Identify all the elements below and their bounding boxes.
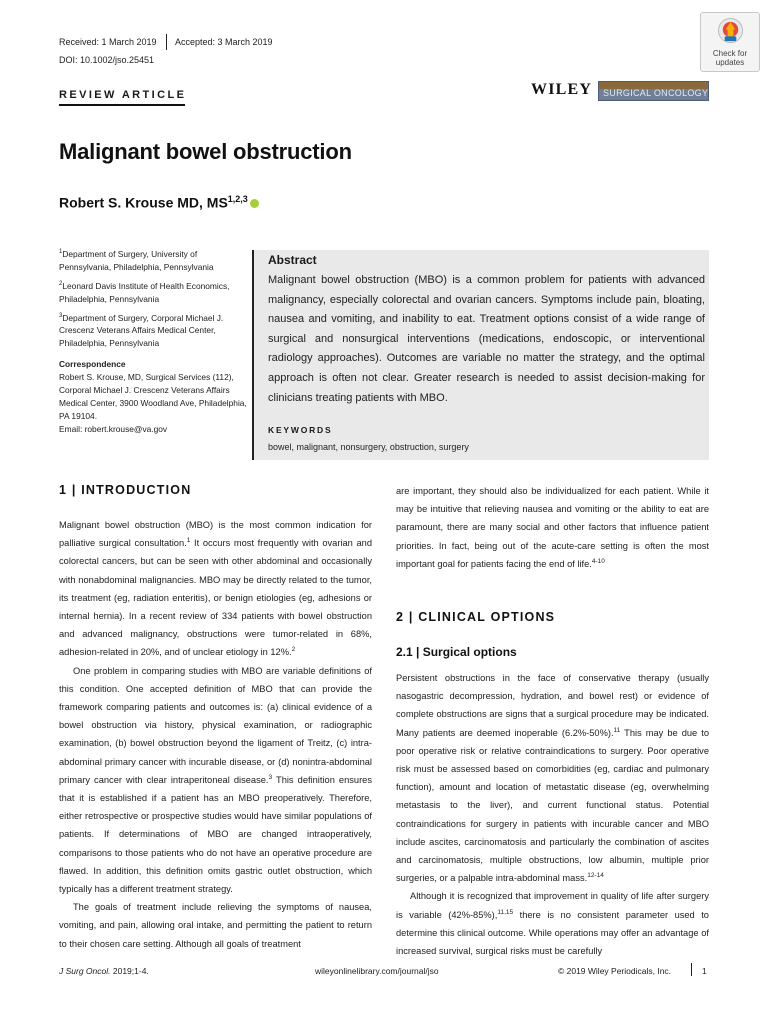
accepted-date: Accepted: 3 March 2019	[175, 37, 273, 47]
subsection-surgical-options-heading: 2.1 | Surgical options	[396, 645, 517, 659]
check-updates-icon	[717, 18, 744, 45]
text-run: Although it is recognized that improvement in quality of life after surgery is variable (42%-85%),	[396, 891, 709, 920]
section-clinical-options-heading: 2 | CLINICAL OPTIONS	[396, 610, 556, 624]
publisher-logo: WILEY	[531, 81, 593, 98]
paragraph	[59, 516, 372, 662]
received-date: Received: 1 March 2019	[59, 37, 157, 47]
citation-ref[interactable]: 12-14	[587, 872, 604, 880]
article-type: REVIEW ARTICLE	[59, 89, 187, 101]
author-affiliation-refs: 1,2,3	[227, 194, 248, 204]
footer-url[interactable]: wileyonlinelibrary.com/journal/jso	[315, 966, 439, 976]
affiliation-1: $^1$Department of Surgery, University of Pennsylvania, Philadelphia, Pennsylvania	[59, 248, 214, 272]
check-updates-line1: Check for	[712, 49, 748, 58]
text-run: The goals of treatment include relieving the symptoms of nausea, vomiting, and pain, allowing oral intake, and permitting the patient to return to their chosen care setting. Although all goals of treatment	[59, 902, 372, 949]
surgical-options-body	[396, 669, 709, 960]
correspondence-address: Robert S. Krouse, MD, Surgical Services (112), Corporal Michael J. Crescenz Veterans Affairs Medical Center, 3900 Woodland Ave, Philadelphia, PA 19104.	[59, 372, 247, 421]
paragraph	[59, 898, 372, 953]
text-run: One problem in comparing studies with MBO are variable definitions of this condition. One accepted definition of MBO that can provide the framework comparing patients and outcomes is: (a) clinical evidence of a bowel obstruction via history, physical examination, or radiographic examination, (b) bowel obstruction beyond the ligament of Treitz, (c) intra-abdominal primary cancer with incurable disease, or (d) nonintra-abdominal primary cancer with clear intraperitoneal disease.	[59, 665, 372, 785]
text-run: Malignant bowel obstruction (MBO) is the most common indication for palliative surgical consultation.	[59, 520, 372, 549]
article-type-underline	[59, 104, 185, 106]
paragraph	[396, 669, 709, 887]
citation-ref[interactable]: 2	[291, 646, 296, 654]
citation-ref[interactable]: 11	[613, 726, 621, 734]
affiliation-3: $^3$Department of Surgery, Corporal Michael J. Crescenz Veterans Affairs Medical Center, Philadelphia, Pennsylvania	[59, 312, 224, 349]
introduction-body	[59, 516, 372, 953]
correspondence-heading: Correspondence	[59, 359, 126, 369]
header-divider	[166, 34, 167, 50]
affiliations	[59, 246, 247, 350]
footer-journal: J Surg Oncol.	[59, 966, 111, 976]
keywords-list: bowel, malignant, nonsurgery, obstruction, surgery	[268, 442, 469, 452]
text-run: This may be due to poor operative risk or relative contraindications to surgery. Poor operative risk must be assessed based on comorbidities (eg, cardiac and pulmonary function), amount and location of metastatic disease (eg, overwhelming metastasis to the liver), and current functional status. Potential contraindications for surgery in patients with incurable cancer and MBO include ascites, carcinomatosis and particularly the combination of ascites and carcinomatosis, multiple obstructions, low albumin, multiple prior surgeries, or a palpable intra-abdominal mass.	[396, 727, 709, 884]
footer-divider	[691, 963, 692, 976]
citation-ref[interactable]: 11,15	[497, 908, 514, 916]
affiliation-2: $^2$Leonard Davis Institute of Health Economics, Philadelphia, Pennsylvania	[59, 280, 230, 304]
citation-ref[interactable]: 1	[186, 537, 191, 545]
check-for-updates-button[interactable]	[700, 12, 760, 72]
text-run: This definition ensures that it is established if a patient has an MBO preoperatively. Therefore, either retrospective or prospective studies would have similar populations of patients. If determinations of MBO are changed intraoperatively, comparisons to those patients who do not have an operative procedure are flawed. In addition, this definition omits gastric outlet obstruction, which typically has a different treatment strategy.	[59, 774, 373, 895]
page-number: 1	[702, 966, 707, 976]
author-line	[59, 194, 259, 211]
check-updates-line2: updates	[715, 58, 745, 67]
abstract-heading: Abstract	[268, 253, 317, 267]
doi-link[interactable]: DOI: 10.1002/jso.25451	[59, 55, 155, 65]
correspondence	[59, 358, 249, 436]
text-run: are important, they should also be individualized for each patient. While it may be intuitive that relieving nausea and vomiting or the ability to eat are paramount, there are many social and other factors that influence patient priorities. In fact, being out of the acute-care setting is often the most important goal for patients facing the end of life.	[396, 486, 709, 569]
correspondence-email[interactable]: Email: robert.krouse@va.gov	[59, 424, 168, 434]
footer-copyright: © 2019 Wiley Periodicals, Inc.	[558, 966, 672, 976]
text-run: Persistent obstructions in the face of conservative therapy (usually nasogastric decompression, hydration, and bowel rest) or evidence of complete obstructions are signs that a surgical procedure may be indicated. Many patients are deemed inoperable (6.2%-50%).	[396, 673, 709, 738]
right-column-intro	[396, 482, 709, 573]
article-title: Malignant bowel obstruction	[59, 139, 352, 164]
paragraph	[59, 662, 372, 899]
section-introduction-heading: 1 | INTRODUCTION	[59, 483, 192, 497]
text-run: It occurs most frequently with ovarian and colorectal cancers, but can be seen with other abdominal and occasionally with nonabdominal malignancies. MBO may be directly related to the tumor, its treatment (eg, radiation enteritis), or benign etiologies (eg, adhesions or internal hernia). In a recent review of 334 patients with bowel obstruction and advanced malignancy, obstructions were tumor-related in 68%, adhesion-related in 20%, and of unclear etiology in 12%.	[59, 538, 373, 658]
paragraph	[396, 887, 709, 960]
orcid-icon[interactable]	[250, 199, 259, 208]
text-run: there is no consistent parameter used to determine this clinical outcome. While operations may offer an advantage of increased survival, surgical risks must be carefully	[396, 909, 709, 957]
keywords-heading: KEYWORDS	[268, 425, 333, 435]
footer-year-pages: 2019;1-4.	[110, 966, 149, 976]
paragraph	[396, 482, 709, 573]
citation-ref[interactable]: 3	[268, 773, 273, 781]
journal-logo: SURGICAL ONCOLOGY	[598, 81, 709, 101]
abstract-box	[252, 250, 709, 460]
abstract-text: Malignant bowel obstruction (MBO) is a common problem for patients with advanced malignancy, especially colorectal and ovarian cancers. Symptoms include pain, bloating, nausea and vomiting, and inability to eat. Treatment options consist of a wide range of surgical and nonsurgical interventions (medications, endoscopic, or interventional radiology approaches). Outcomes are variable no matter the strategy, and the optimal approach is often not clear. Greater research is needed to assist decision-making for clinicians treating patients with MBO.	[268, 274, 705, 404]
author-name: Robert S. Krouse MD, MS	[59, 194, 228, 211]
citation-ref[interactable]: 4-10	[591, 557, 605, 565]
footer-citation	[59, 966, 149, 976]
